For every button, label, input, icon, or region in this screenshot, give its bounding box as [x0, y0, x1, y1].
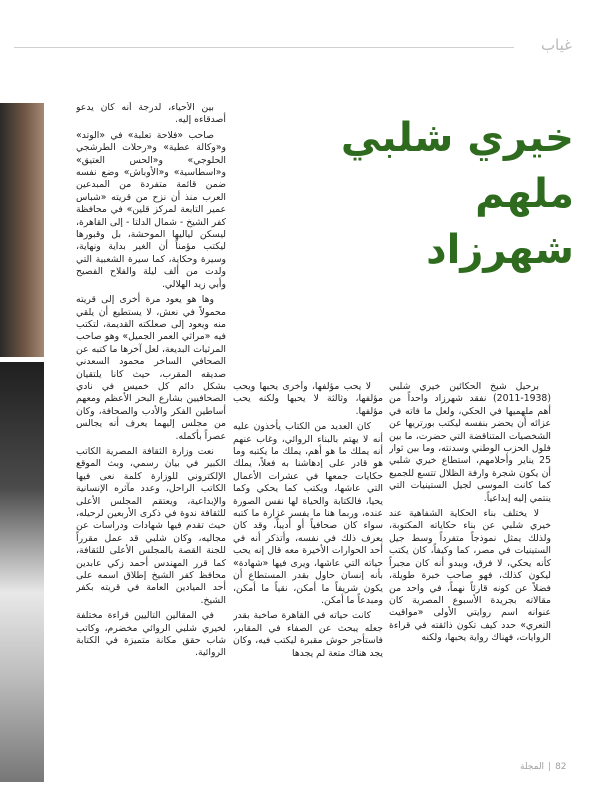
- paragraph: صاحب «فلاحة تعلبة» في «الوتد» و«وكالة عطية» و«رحلات الطرشجي الحلوجي» و«الحس العتيق» و«اسطاسية» و«الأوباش» وضع نفسه ضمن قائمة متفردة من المبدعين العرب منذ أن نزح من قريته «شباس عمير التابعة لمركز قلين» في محافظة كفر الشيخ - شمال الدلتا - إلى القاهرة، ليسكن لياليها الموحشة، بل وقبورها ليكتب مؤمناً أن الغير بداية ونهاية، وسيرة وحكاية، كما سيرة الشعبية التي ولدت من ألف ليلة والفلاح الفصيح وأبي زيد الهلالي.: [76, 129, 226, 290]
- section-label: غياب: [540, 36, 572, 54]
- paragraph: لا يختلف بناء الحكاية الشفاهية عند خيري شلبي عن بناء حكاياته المكتوبة، ولذلك يمثل نموذجاً متفرداً وسط جيل الستينيات في مصر، كما وكيفاً، كان يكتب كأنه يحكي، لا فرق، ويبدو أنه كان مجبراً ليكون كذلك، فهو صاحب خبرة طويلة، فضلاً عن كونه قارئاً نهماً، في واحد من مقالاته بجريدة الأسبوع المصرية كان عنوانه اسم روايتي الأولى «مواقيت التعري» حدد كيف تكون ذائقته في قراءة الروايات، فهناك رواية يحبها، ولكنه: [389, 508, 551, 644]
- paragraph: كان العديد من الكتاب يأخذون عليه أنه لا يهتم بالبناء الروائي، وغاب عنهم أنه يملك ما هو أهم، يملك ما يكتبه وما هو قادر على إدهاشنا به فعلاً، يملك حكايات جمعها في عشرات الأعمال التي عاشها، ويكتب كما يحكي وكما يحيا، فالكتابة والحياة لها نفس الصورة عنده، وربما هنا ما يفسر غزارة ما كتبه سواء كان صحافياً أو أديباً، وقد كان يعرف ذلك في نفسه، وأتذكر أنه في أحد الحوارات الأخيرة معه قال إنه يحب حياته التي عاشها، ويرى فيها «شهادة» بأنه إنسان حاول بقدر المستطاع أن يكون شريفاً ما أمكن، نقياً ما أمكن، ومبدعاً ما أمكن.: [233, 421, 383, 606]
- text-column-left: [76, 102, 226, 764]
- text-column-middle: [233, 381, 383, 764]
- text-column-right: [389, 381, 551, 764]
- header-divider: [14, 47, 514, 48]
- paragraph: لا يحب مؤلفها، وأخرى يحبها ويحب مؤلفها، وثالثة لا يحبها ولكنه يحب مؤلفها.: [233, 381, 383, 417]
- paragraph: برحيل شيخ الحكائين خيري شلبي (1938-2011) نفقد شهرزاد واحداً من أهم ملهميها في الحكي، ولعل ما فاته في عزائه أن يحضر بنفسه ليكتب بورتريها عن الشخصيات المتناقضة التي حضرت، ما بين فلول الحزب الوطني وسدنته، وما بين ثوار 25 يناير وأحلامهم، استطاع خيري شلبي أن يكون شجرة وارفة الظلال تتسع للجميع كما كانت الموسى لجيل الستينيات التي ينتمي إليه إبداعياً.: [389, 381, 551, 504]
- paragraph: بين الأحياء، لدرجة أنه كان يدعو أصدقاءه إليه.: [76, 102, 226, 126]
- paragraph: وها هو يعود مرة أخرى إلى قريته محمولاً في نعش، لا يستطيع أن يلقي منه ويعود إلى صعلكته القديمة، لتكتب فيه «مراثي العمر الجميل» وهو صاحب المرثيات البديعة، لعل آخرها ما كتبه عن الصحافي الساخر محمود السعدني صديقه المقرب، حيث كانا يلتقيان بشكل دائم كل خميس في نادي الصحافيين بشارع البحر الأعظم ومعهم أساطين الفكر والأدب والصحافة، وكان من مجلس إليهما يعرف أنه يجالس عصراً بأكمله.: [76, 294, 226, 442]
- paragraph: كانت حياته في القاهرة صاخبة بقدر جعله يبحث عن الصفاء في المقابر، فاستأجر حوش مقبرة ليكتب فيه، وكان يجد هناك متعة لم يجدها: [233, 610, 383, 659]
- magazine-name: المجلة: [520, 762, 545, 772]
- article-title-line2: ملهم شهرزاد: [426, 171, 574, 273]
- author-photo-bottom: [0, 362, 44, 782]
- footer-separator: [549, 762, 550, 771]
- page-number: 82: [555, 762, 567, 772]
- article-title-line1: خيري شلبي: [340, 115, 574, 161]
- paragraph: نعت وزارة الثقافة المصرية الكاتب الكبير في بيان رسمي، وبث الموقع الإلكتروني للوزارة كلمة نعى فيها الكاتب الراحل، وعدد مآثره الإنسانية والإبداعية، ويعتقم المجلس الأعلى للثقافة ندوة في ذكرى الأربعين لرحيله، حيث تقدم فيها شهادات ودراسات عن مجاليه، وكان شلبي قد عمل مقرراً للجنة القصة بالمجلس الأعلى للثقافة، كما قرر المهندس أحمد زكي عابدين محافظ كفر الشيخ إطلاق اسمه على أحد الميادين العامة في قريته بكفر الشيخ.: [76, 445, 226, 606]
- page-footer: [520, 762, 567, 772]
- author-photo-top: [0, 103, 44, 357]
- paragraph: في المقالين التاليين قراءة مختلفة لخيري شلبي الروائي مخضرم، وكاتب شاب حقق مكانة متميزة في الكتابة الروائية.: [76, 610, 226, 659]
